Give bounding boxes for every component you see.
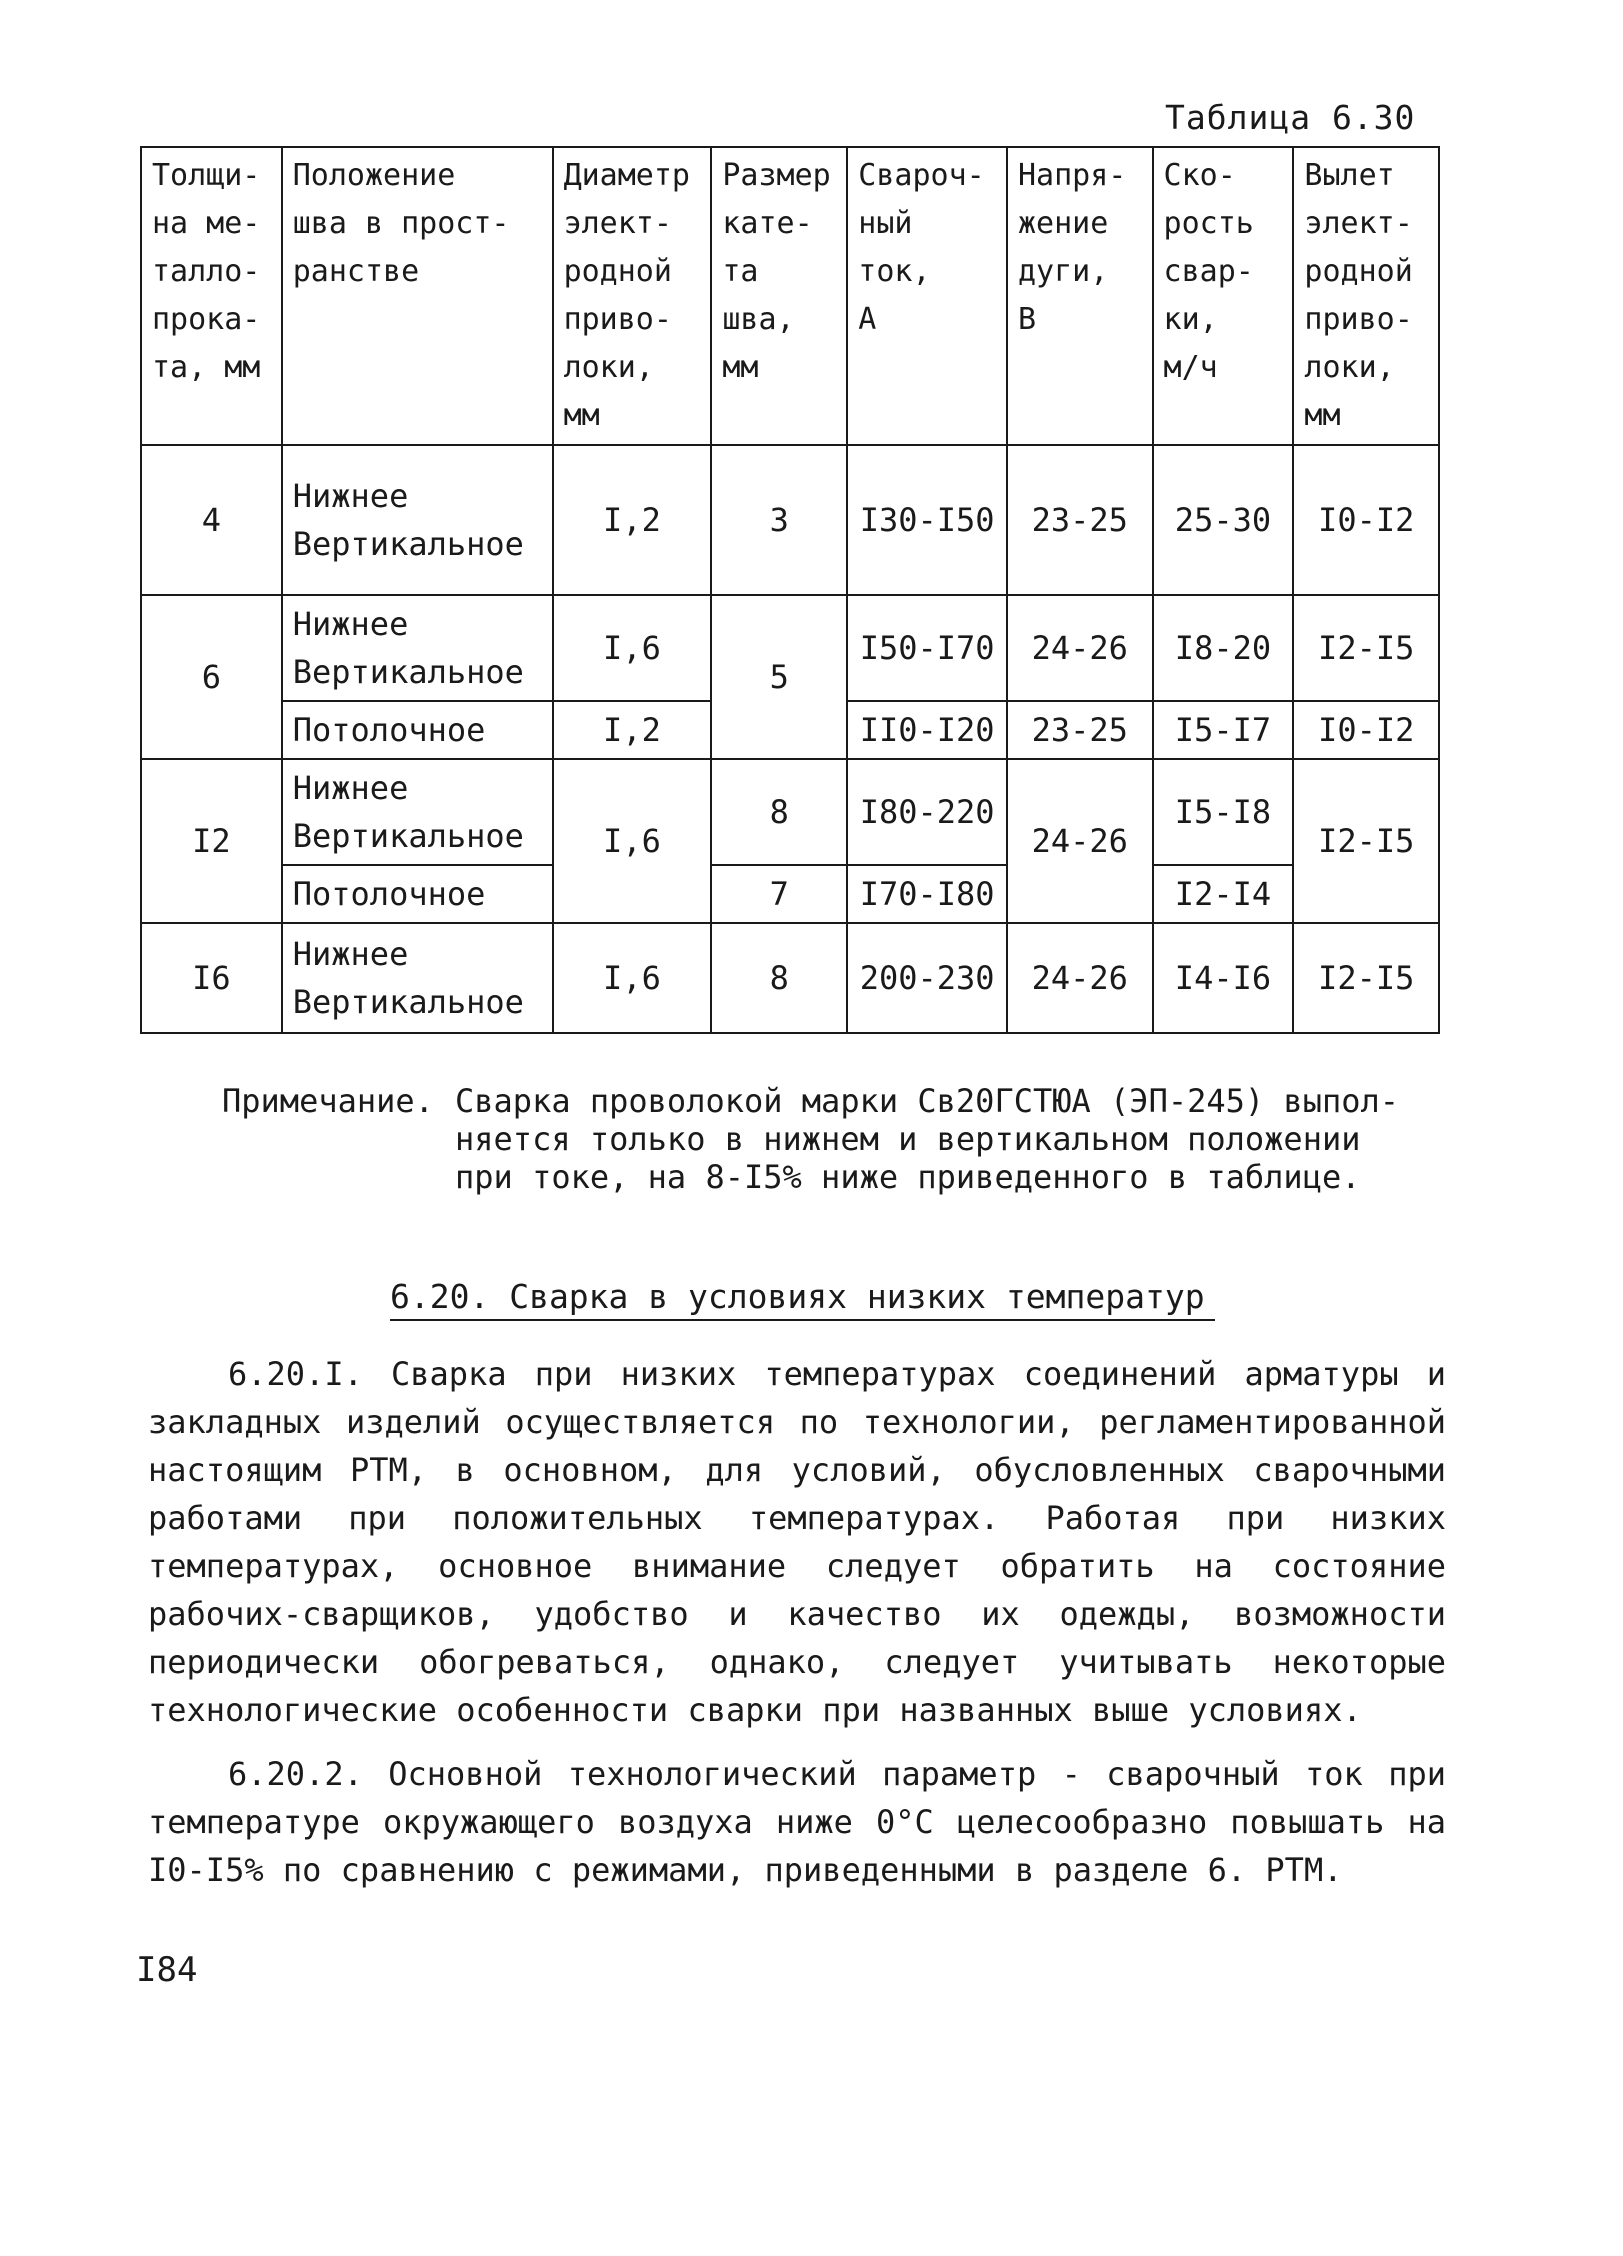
cell-thickness: 6 [141,595,282,759]
cell-speed: I2-I4 [1153,865,1294,923]
table-row [141,445,1439,595]
header-speed: Ско- рость свар- ки, м/ч [1153,147,1294,445]
paragraph: 6.20.2. Основной технологический параметр - сварочный ток при температуре окружающего воздуха ниже 0°С целесообразно повышать на I0-I5% по сравнению с режимами, приведенными в разделе 6. РТМ. [148,1755,1446,1889]
table-row [141,865,1439,923]
table-row [141,595,1439,701]
note-label: Примечание. [222,1082,434,1120]
cell-stickout: I0-I2 [1293,701,1439,759]
cell-speed: I8-20 [1153,595,1294,701]
cell-voltage: 23-25 [1007,445,1153,595]
cell-position: Нижнее Вертикальное [282,923,553,1033]
cell-diameter: I,6 [553,923,712,1033]
cell-leg-size: 8 [711,759,847,865]
cell-speed: I5-I7 [1153,701,1294,759]
cell-current: I80-220 [847,759,1007,865]
section-body [148,1350,1446,1910]
header-thickness: Толщи- на ме- талло- прока- та, мм [141,147,282,445]
cell-diameter: I,2 [553,445,712,595]
cell-diameter: I,2 [553,701,712,759]
cell-position: Нижнее Вертикальное [282,759,553,865]
paragraph: 6.20.I. Сварка при низких температурах соединений арматуры и закладных изделий осуществляется по технологии, регламентированной настоящим РТМ, в основном, для условий, обусловленных сварочными работами при положительных температурах. Работая при низких температурах, основное внимание следует обратить на состояние рабочих-сварщиков, удобство и качество их одежды, возможности периодически обогреваться, однако, следует учитывать некоторые технологические особенности сварки при названных выше условиях. [148,1355,1446,1729]
cell-thickness: 4 [141,445,282,595]
cell-speed: I4-I6 [1153,923,1294,1033]
cell-position: Нижнее Вертикальное [282,445,553,595]
header-leg-size: Размер кате- та шва, мм [711,147,847,445]
note-text: Сварка проволокой марки Св20ГСТЮА (ЭП-245) выпол- няется только в нижнем и вертикальном положении при токе, на 8-I5% ниже приведенного в таблице. [455,1082,1400,1196]
header-voltage: Напря- жение дуги, В [1007,147,1153,445]
table-row [141,923,1439,1033]
header-stickout: Вылет элект- родной приво- локи, мм [1293,147,1439,445]
cell-stickout: I2-I5 [1293,595,1439,701]
cell-current: I70-I80 [847,865,1007,923]
section-heading: 6.20. Сварка в условиях низких температур [390,1275,1215,1321]
cell-voltage: 23-25 [1007,701,1153,759]
cell-stickout: I2-I5 [1293,923,1439,1033]
table-row [141,759,1439,865]
page-number: I84 [136,1950,198,1990]
cell-diameter: I,6 [553,759,712,923]
header-current: Свароч- ный ток, А [847,147,1007,445]
cell-current: I30-I50 [847,445,1007,595]
cell-current: 200-230 [847,923,1007,1033]
cell-voltage: 24-26 [1007,595,1153,701]
cell-thickness: I6 [141,923,282,1033]
cell-speed: I5-I8 [1153,759,1294,865]
table-note [222,1082,1442,1196]
table-caption: Таблица 6.30 [1165,98,1416,137]
cell-current: II0-I20 [847,701,1007,759]
cell-leg-size: 8 [711,923,847,1033]
header-diameter: Диаметр элект- родной приво- локи, мм [553,147,712,445]
header-position: Положение шва в прост- ранстве [282,147,553,445]
cell-speed: 25-30 [1153,445,1294,595]
cell-voltage: 24-26 [1007,759,1153,923]
cell-diameter: I,6 [553,595,712,701]
cell-current: I50-I70 [847,595,1007,701]
cell-leg-size: 3 [711,445,847,595]
cell-stickout: I0-I2 [1293,445,1439,595]
cell-stickout: I2-I5 [1293,759,1439,923]
cell-leg-size: 7 [711,865,847,923]
cell-leg-size: 5 [711,595,847,759]
table-header-row [141,147,1439,445]
cell-position: Потолочное [282,701,553,759]
cell-position: Нижнее Вертикальное [282,595,553,701]
welding-parameters-table [140,146,1440,1034]
cell-voltage: 24-26 [1007,923,1153,1033]
cell-thickness: I2 [141,759,282,923]
cell-position: Потолочное [282,865,553,923]
